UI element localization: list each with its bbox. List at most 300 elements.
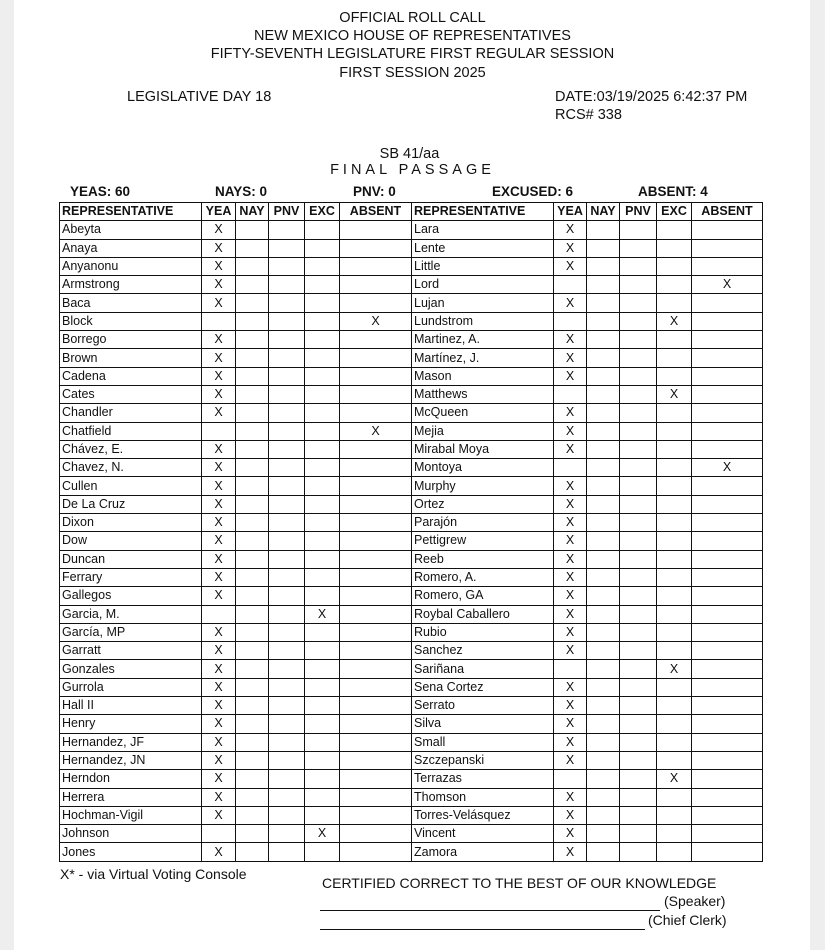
yea-mark: X xyxy=(554,349,587,367)
exc-mark xyxy=(657,349,692,367)
table-row xyxy=(60,843,763,861)
exc-mark: X xyxy=(305,605,340,623)
exc-mark xyxy=(657,331,692,349)
nay-mark xyxy=(587,678,620,696)
absent-mark xyxy=(692,404,763,422)
pnv-mark xyxy=(620,514,657,532)
column-header-nay: NAY xyxy=(236,203,269,221)
representative-name: Chavez, N. xyxy=(60,459,202,477)
yea-mark xyxy=(554,770,587,788)
column-header-representative: REPRESENTATIVE xyxy=(412,203,554,221)
absent-mark xyxy=(692,294,763,312)
yea-mark xyxy=(202,825,236,843)
nay-mark xyxy=(587,422,620,440)
representative-name: Montoya xyxy=(412,459,554,477)
pnv-mark xyxy=(269,550,305,568)
absent-mark xyxy=(340,568,412,586)
exc-mark xyxy=(305,751,340,769)
absent-mark xyxy=(340,825,412,843)
exc-mark xyxy=(305,806,340,824)
bill-action: FINAL PASSAGE xyxy=(330,162,495,178)
nay-mark xyxy=(587,349,620,367)
pnv-mark xyxy=(620,678,657,696)
pnv-mark xyxy=(269,806,305,824)
nay-mark xyxy=(236,587,269,605)
pnv-mark xyxy=(269,587,305,605)
nay-mark xyxy=(236,770,269,788)
absent-mark xyxy=(340,514,412,532)
pnv-mark xyxy=(620,440,657,458)
yea-mark: X xyxy=(202,770,236,788)
representative-name: Romero, GA xyxy=(412,587,554,605)
nay-mark xyxy=(236,514,269,532)
representative-name: Jones xyxy=(60,843,202,861)
yea-mark: X xyxy=(554,605,587,623)
yea-mark: X xyxy=(554,568,587,586)
table-header-row xyxy=(60,203,763,221)
pnv-mark xyxy=(269,751,305,769)
absent-mark xyxy=(340,459,412,477)
absent-mark xyxy=(340,605,412,623)
yea-mark: X xyxy=(202,257,236,275)
representative-name: Silva xyxy=(412,715,554,733)
absent-mark xyxy=(340,697,412,715)
absent-mark xyxy=(692,385,763,403)
nay-mark xyxy=(587,404,620,422)
pnv-mark xyxy=(269,642,305,660)
pnv-mark xyxy=(620,751,657,769)
absent-mark xyxy=(340,532,412,550)
representative-name: Lujan xyxy=(412,294,554,312)
exc-mark xyxy=(657,294,692,312)
yea-mark: X xyxy=(554,257,587,275)
certification-statement: CERTIFIED CORRECT TO THE BEST OF OUR KNOWLEDGE xyxy=(322,875,717,891)
pnv-mark xyxy=(269,660,305,678)
yea-mark: X xyxy=(554,367,587,385)
pnv-mark xyxy=(620,697,657,715)
yea-mark: X xyxy=(202,788,236,806)
exc-mark xyxy=(657,440,692,458)
pnv-mark xyxy=(620,331,657,349)
exc-mark xyxy=(305,239,340,257)
representative-name: Garcia, M. xyxy=(60,605,202,623)
yea-mark: X xyxy=(202,587,236,605)
total-nays: NAYS: 0 xyxy=(215,184,268,199)
representative-name: Hernandez, JF xyxy=(60,733,202,751)
table-row xyxy=(60,697,763,715)
table-row xyxy=(60,404,763,422)
yea-mark: X xyxy=(202,642,236,660)
absent-mark xyxy=(692,349,763,367)
table-row xyxy=(60,806,763,824)
absent-mark xyxy=(340,843,412,861)
representative-name: Hochman-Vigil xyxy=(60,806,202,824)
representative-name: Gallegos xyxy=(60,587,202,605)
roll-call-table xyxy=(59,202,763,862)
absent-mark xyxy=(340,788,412,806)
exc-mark xyxy=(305,312,340,330)
yea-mark: X xyxy=(202,221,236,239)
exc-mark xyxy=(305,733,340,751)
exc-mark xyxy=(657,605,692,623)
nay-mark xyxy=(236,312,269,330)
absent-mark xyxy=(340,239,412,257)
representative-name: Ortez xyxy=(412,495,554,513)
representative-name: Herndon xyxy=(60,770,202,788)
exc-mark xyxy=(305,660,340,678)
absent-mark xyxy=(692,660,763,678)
nay-mark xyxy=(587,587,620,605)
table-row xyxy=(60,312,763,330)
pnv-mark xyxy=(269,715,305,733)
nay-mark xyxy=(587,514,620,532)
nay-mark xyxy=(587,733,620,751)
nay-mark xyxy=(236,331,269,349)
pnv-mark xyxy=(620,568,657,586)
yea-mark xyxy=(554,660,587,678)
yea-mark: X xyxy=(202,367,236,385)
exc-mark xyxy=(657,532,692,550)
pnv-mark xyxy=(620,532,657,550)
pnv-mark xyxy=(269,532,305,550)
table-row xyxy=(60,477,763,495)
exc-mark xyxy=(657,495,692,513)
absent-mark xyxy=(692,715,763,733)
nay-mark xyxy=(587,751,620,769)
yea-mark: X xyxy=(554,440,587,458)
exc-mark xyxy=(305,715,340,733)
nay-mark xyxy=(587,550,620,568)
representative-name: Terrazas xyxy=(412,770,554,788)
absent-mark xyxy=(692,642,763,660)
exc-mark xyxy=(305,697,340,715)
exc-mark xyxy=(657,257,692,275)
nay-mark xyxy=(236,221,269,239)
absent-mark xyxy=(692,477,763,495)
yea-mark: X xyxy=(202,660,236,678)
absent-mark xyxy=(340,404,412,422)
exc-mark xyxy=(305,514,340,532)
exc-mark xyxy=(305,642,340,660)
representative-name: Hernandez, JN xyxy=(60,751,202,769)
pnv-mark xyxy=(620,404,657,422)
yea-mark: X xyxy=(202,404,236,422)
yea-mark xyxy=(202,605,236,623)
exc-mark xyxy=(305,385,340,403)
exc-mark xyxy=(305,623,340,641)
nay-mark xyxy=(236,825,269,843)
chief-clerk-signature-line xyxy=(320,929,645,930)
exc-mark xyxy=(657,477,692,495)
yea-mark: X xyxy=(202,550,236,568)
pnv-mark xyxy=(620,385,657,403)
representative-name: Little xyxy=(412,257,554,275)
exc-mark xyxy=(305,422,340,440)
yea-mark: X xyxy=(554,788,587,806)
pnv-mark xyxy=(620,495,657,513)
representative-name: Mason xyxy=(412,367,554,385)
pnv-mark xyxy=(269,367,305,385)
yea-mark: X xyxy=(554,294,587,312)
table-row xyxy=(60,459,763,477)
absent-mark xyxy=(340,331,412,349)
yea-mark: X xyxy=(554,843,587,861)
pnv-mark xyxy=(269,312,305,330)
representative-name: Baca xyxy=(60,294,202,312)
absent-mark xyxy=(692,623,763,641)
exc-mark xyxy=(657,642,692,660)
yea-mark: X xyxy=(554,587,587,605)
total-yeas: YEAS: 60 xyxy=(70,184,131,199)
absent-mark xyxy=(692,587,763,605)
absent-mark xyxy=(692,550,763,568)
representative-name: McQueen xyxy=(412,404,554,422)
absent-mark xyxy=(692,751,763,769)
pnv-mark xyxy=(269,477,305,495)
absent-mark xyxy=(340,806,412,824)
exc-mark xyxy=(305,349,340,367)
nay-mark xyxy=(587,568,620,586)
yea-mark: X xyxy=(554,642,587,660)
nay-mark xyxy=(236,642,269,660)
absent-mark xyxy=(692,806,763,824)
yea-mark: X xyxy=(554,331,587,349)
yea-mark: X xyxy=(202,495,236,513)
roll-call-date: DATE:03/19/2025 6:42:37 PM xyxy=(555,89,748,105)
absent-mark xyxy=(340,367,412,385)
pnv-mark xyxy=(269,843,305,861)
pnv-mark xyxy=(269,568,305,586)
pnv-mark xyxy=(269,623,305,641)
yea-mark: X xyxy=(202,331,236,349)
pnv-mark xyxy=(620,660,657,678)
absent-mark xyxy=(692,843,763,861)
nay-mark xyxy=(236,788,269,806)
nay-mark xyxy=(236,422,269,440)
nay-mark xyxy=(587,331,620,349)
nay-mark xyxy=(587,276,620,294)
nay-mark xyxy=(236,459,269,477)
yea-mark: X xyxy=(554,532,587,550)
yea-mark: X xyxy=(202,276,236,294)
yea-mark: X xyxy=(554,751,587,769)
pnv-mark xyxy=(620,550,657,568)
absent-mark xyxy=(340,733,412,751)
representative-name: Gurrola xyxy=(60,678,202,696)
pnv-mark xyxy=(620,825,657,843)
representative-name: Rubio xyxy=(412,623,554,641)
pnv-mark xyxy=(269,605,305,623)
absent-mark xyxy=(340,477,412,495)
table-row xyxy=(60,788,763,806)
representative-name: Sanchez xyxy=(412,642,554,660)
pnv-mark xyxy=(269,678,305,696)
table-row xyxy=(60,733,763,751)
column-header-pnv: PNV xyxy=(269,203,305,221)
representative-name: Chandler xyxy=(60,404,202,422)
column-header-yea: YEA xyxy=(554,203,587,221)
nay-mark xyxy=(236,477,269,495)
pnv-mark xyxy=(620,605,657,623)
nay-mark xyxy=(236,660,269,678)
table-row xyxy=(60,642,763,660)
column-header-representative: REPRESENTATIVE xyxy=(60,203,202,221)
table-row xyxy=(60,349,763,367)
exc-mark xyxy=(657,239,692,257)
column-header-exc: EXC xyxy=(657,203,692,221)
pnv-mark xyxy=(620,477,657,495)
representative-name: Pettigrew xyxy=(412,532,554,550)
yea-mark: X xyxy=(554,477,587,495)
pnv-mark xyxy=(620,239,657,257)
table-row xyxy=(60,568,763,586)
pnv-mark xyxy=(269,825,305,843)
column-header-absent: ABSENT xyxy=(692,203,763,221)
exc-mark xyxy=(305,477,340,495)
exc-mark xyxy=(657,568,692,586)
pnv-mark xyxy=(620,770,657,788)
yea-mark xyxy=(202,312,236,330)
pnv-mark xyxy=(620,257,657,275)
absent-mark xyxy=(692,697,763,715)
representative-name: Lente xyxy=(412,239,554,257)
table-row xyxy=(60,660,763,678)
representative-name: Serrato xyxy=(412,697,554,715)
representative-name: Thomson xyxy=(412,788,554,806)
pnv-mark xyxy=(269,733,305,751)
yea-mark: X xyxy=(202,385,236,403)
column-header-pnv: PNV xyxy=(620,203,657,221)
absent-mark xyxy=(340,751,412,769)
nay-mark xyxy=(236,239,269,257)
absent-mark xyxy=(340,660,412,678)
absent-mark xyxy=(692,733,763,751)
nay-mark xyxy=(236,294,269,312)
table-row xyxy=(60,678,763,696)
pnv-mark xyxy=(620,349,657,367)
representative-name: Torres-Velásquez xyxy=(412,806,554,824)
absent-mark xyxy=(692,257,763,275)
yea-mark: X xyxy=(202,843,236,861)
representative-name: Duncan xyxy=(60,550,202,568)
absent-mark: X xyxy=(692,276,763,294)
table-row xyxy=(60,331,763,349)
exc-mark: X xyxy=(305,825,340,843)
pnv-mark xyxy=(620,623,657,641)
table-row xyxy=(60,605,763,623)
speaker-signature-line xyxy=(320,910,660,911)
representative-name: Mejia xyxy=(412,422,554,440)
exc-mark xyxy=(305,770,340,788)
nay-mark xyxy=(236,697,269,715)
nay-mark xyxy=(587,257,620,275)
representative-name: Herrera xyxy=(60,788,202,806)
absent-mark xyxy=(340,495,412,513)
representative-name: Martínez, J. xyxy=(412,349,554,367)
yea-mark: X xyxy=(554,239,587,257)
representative-name: Cates xyxy=(60,385,202,403)
absent-mark xyxy=(340,715,412,733)
table-row xyxy=(60,239,763,257)
exc-mark xyxy=(657,550,692,568)
yea-mark: X xyxy=(554,514,587,532)
absent-mark xyxy=(340,623,412,641)
table-row xyxy=(60,276,763,294)
representative-name: Ferrary xyxy=(60,568,202,586)
nay-mark xyxy=(587,294,620,312)
bill-number: SB 41/aa xyxy=(379,146,440,162)
absent-mark xyxy=(340,642,412,660)
absent-mark: X xyxy=(340,312,412,330)
header-legislature: FIFTY-SEVENTH LEGISLATURE FIRST REGULAR SESSION xyxy=(210,46,615,62)
absent-mark xyxy=(340,678,412,696)
yea-mark: X xyxy=(202,751,236,769)
exc-mark xyxy=(657,623,692,641)
absent-mark xyxy=(692,678,763,696)
total-absent: ABSENT: 4 xyxy=(638,184,708,199)
exc-mark xyxy=(305,843,340,861)
representative-name: Lara xyxy=(412,221,554,239)
pnv-mark xyxy=(269,514,305,532)
exc-mark xyxy=(657,404,692,422)
table-row xyxy=(60,532,763,550)
yea-mark: X xyxy=(554,733,587,751)
nay-mark xyxy=(236,843,269,861)
exc-mark xyxy=(305,257,340,275)
representative-name: Gonzales xyxy=(60,660,202,678)
representative-name: Garratt xyxy=(60,642,202,660)
exc-mark xyxy=(657,788,692,806)
nay-mark xyxy=(587,532,620,550)
roll-call-body xyxy=(60,221,763,861)
roll-call-number: RCS# 338 xyxy=(555,107,622,123)
representative-name: Szczepanski xyxy=(412,751,554,769)
yea-mark: X xyxy=(554,697,587,715)
exc-mark xyxy=(657,733,692,751)
yea-mark: X xyxy=(554,715,587,733)
table-row xyxy=(60,587,763,605)
nay-mark xyxy=(236,276,269,294)
absent-mark xyxy=(340,385,412,403)
yea-mark: X xyxy=(202,623,236,641)
absent-mark xyxy=(692,331,763,349)
exc-mark xyxy=(657,459,692,477)
column-header-nay: NAY xyxy=(587,203,620,221)
exc-mark: X xyxy=(657,385,692,403)
table-row xyxy=(60,495,763,513)
yea-mark: X xyxy=(554,550,587,568)
absent-mark: X xyxy=(340,422,412,440)
pnv-mark xyxy=(269,221,305,239)
yea-mark: X xyxy=(554,221,587,239)
nay-mark xyxy=(587,715,620,733)
absent-mark xyxy=(692,495,763,513)
nay-mark xyxy=(587,806,620,824)
yea-mark: X xyxy=(554,825,587,843)
exc-mark xyxy=(657,825,692,843)
pnv-mark xyxy=(269,294,305,312)
nay-mark xyxy=(236,568,269,586)
yea-mark: X xyxy=(202,514,236,532)
representative-name: Anaya xyxy=(60,239,202,257)
representative-name: Zamora xyxy=(412,843,554,861)
representative-name: Martinez, A. xyxy=(412,331,554,349)
absent-mark xyxy=(692,422,763,440)
exc-mark xyxy=(657,367,692,385)
nay-mark xyxy=(587,605,620,623)
absent-mark xyxy=(692,568,763,586)
table-row xyxy=(60,385,763,403)
